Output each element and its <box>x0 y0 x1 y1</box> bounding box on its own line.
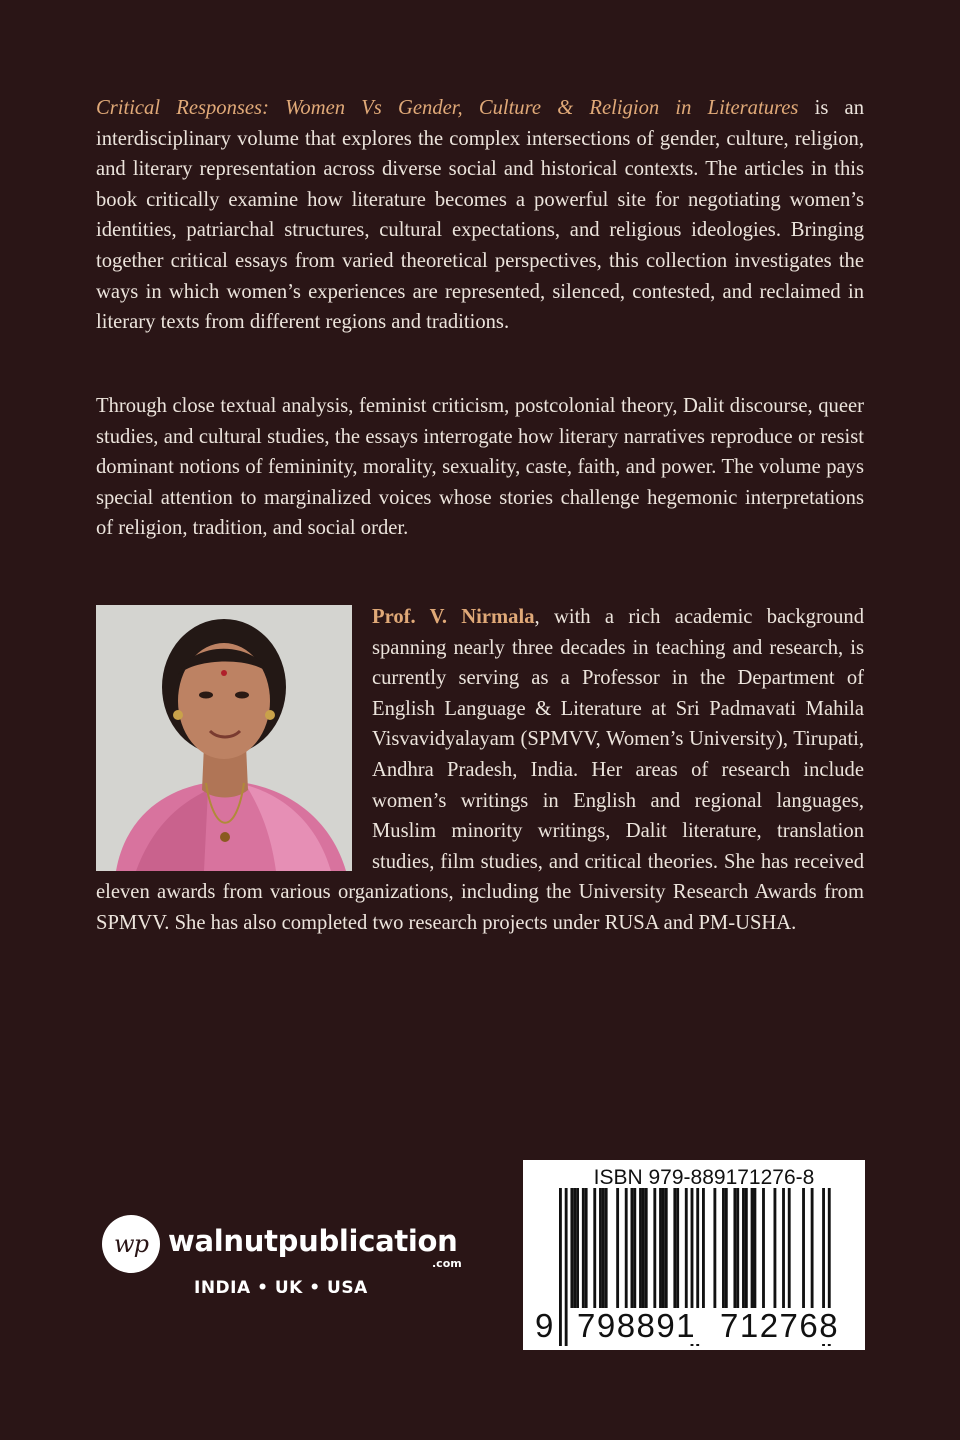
book-title: Critical Responses: Women Vs Gender, Culture & Religion in Literatures <box>96 97 799 119</box>
barcode-bar <box>685 1188 688 1308</box>
barcode-bar <box>639 1188 642 1308</box>
walnut-logo-icon <box>102 1215 160 1273</box>
barcode-bar <box>625 1188 628 1308</box>
barcode-bar <box>593 1188 596 1308</box>
barcode-bar <box>653 1188 656 1308</box>
isbn-label: ISBN 979-889171276-8 <box>593 1166 815 1189</box>
barcode-bar <box>642 1188 645 1308</box>
barcode-bar <box>713 1188 716 1308</box>
publisher-name: walnutpublication <box>168 1224 458 1258</box>
author-photo <box>96 605 352 871</box>
barcode-bar <box>745 1188 748 1308</box>
barcode-bar <box>733 1188 736 1308</box>
approach-paragraph <box>96 391 864 544</box>
isbn-right-digits: 712768 <box>716 1308 843 1344</box>
barcode-bar <box>616 1188 619 1308</box>
author-bio: , with a rich academic background spanning nearly three decades in teaching and research, is currently serving as a Professor in the Department of English Language & Literature at Sri Padmavati Mahila Visvavidyalayam (SPMVV, Women’s University), Tirupati, Andhra Pradesh, India. Her areas of research include women’s writings in English and regional languages, Muslim minority writings, Dalit literature, translation studies, film studies, and critical theories. She has received eleven awards from various organizations, including the University Research Awards from SPMVV. She has also completed two research projects under RUSA and PM-USHA. <box>96 606 864 934</box>
intro-text: is an interdisciplinary volume that explores the complex intersections of gender, culture, religion, and literary representation across diverse social and historical contexts. The articles in this book critically examine how literature becomes a powerful site for negotiating women’s identities, patriarchal structures, cultural expectations, and religious ideologies. Bringing together critical essays from varied theoretical perspectives, this collection investigates the ways in which women’s experiences are represented, silenced, contested, and reclaimed in literary texts from different regions and traditions. <box>96 97 864 334</box>
barcode-bar <box>565 1188 568 1346</box>
publisher-regions: INDIA • UK • USA <box>194 1278 368 1298</box>
barcode-bar <box>662 1188 665 1308</box>
barcode-bar <box>725 1188 728 1308</box>
isbn-barcode <box>523 1160 865 1350</box>
barcode-bar <box>582 1188 585 1308</box>
barcode-bar <box>633 1188 636 1308</box>
barcode-bar <box>788 1188 791 1308</box>
barcode-bar <box>605 1188 608 1308</box>
barcode-bar <box>573 1188 576 1308</box>
publisher-domain: .com <box>432 1257 462 1270</box>
intro-paragraph <box>96 93 864 338</box>
isbn-left-digits: 798891 <box>573 1308 700 1344</box>
barcode-bar <box>559 1188 562 1346</box>
barcode-bar <box>645 1188 648 1308</box>
barcode-bar <box>811 1188 814 1308</box>
barcode-bar <box>753 1188 756 1308</box>
author-name: Prof. V. Nirmala <box>372 606 535 628</box>
barcode-bar <box>774 1188 777 1308</box>
barcode-bar <box>599 1188 602 1308</box>
barcode-bar <box>702 1188 705 1308</box>
barcode-bar <box>631 1188 634 1308</box>
barcode-bar <box>676 1188 679 1308</box>
barcode-bar <box>742 1188 745 1308</box>
barcode-bar <box>659 1188 662 1308</box>
publisher-logo <box>102 1210 482 1310</box>
barcode-bar <box>570 1188 573 1308</box>
isbn-first-digit: 9 <box>535 1307 555 1344</box>
barcode-bar <box>782 1188 785 1308</box>
barcode-bar <box>576 1188 579 1308</box>
logo-monogram: wp <box>114 1230 148 1258</box>
barcode-bar <box>762 1188 765 1308</box>
barcode-bar <box>673 1188 676 1308</box>
barcode-bar <box>665 1188 668 1308</box>
barcode-bar <box>585 1188 588 1308</box>
barcode-bar <box>736 1188 739 1308</box>
barcode-bar <box>602 1188 605 1308</box>
barcode-bar <box>722 1188 725 1308</box>
approach-text: Through close textual analysis, feminist criticism, postcolonial theory, Dalit discourse, queer studies, and cultural studies, the essays interrogate how literary narratives reproduce or resist dominant notions of femininity, morality, sexuality, caste, faith, and power. The volume pays special attention to marginalized voices whose stories challenge hegemonic interpretations of religion, tradition, and social order. <box>96 395 864 540</box>
barcode-bar <box>802 1188 805 1308</box>
author-section <box>96 602 864 939</box>
barcode-bar <box>751 1188 754 1308</box>
